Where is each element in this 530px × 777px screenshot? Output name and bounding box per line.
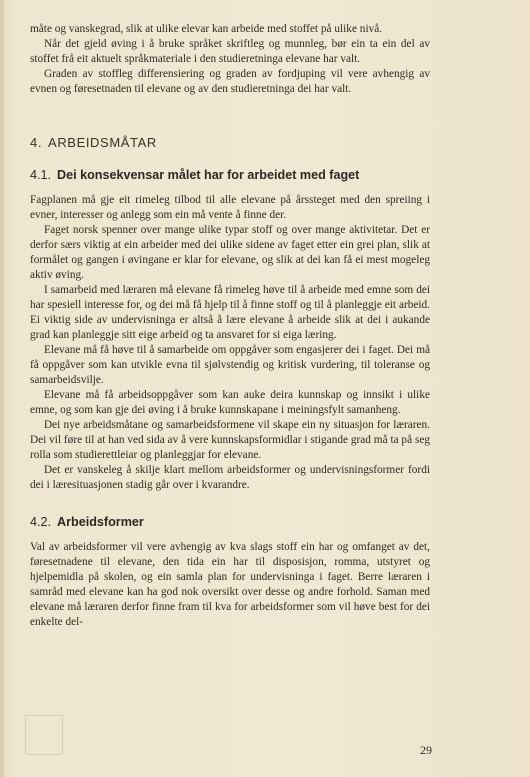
section-4-2-paragraph-1: Val av arbeidsformer vil vere avhengig av kva slags stoff ein har og omfanget av det, føresetnadene til elevane, den tida ein har til disposisjon, romma, utstyret og hjelpemidla på skolen, og ein samla plan for undervisninga i faget. Berre læraren i samråd med elevane kan ha god nok oversikt over desse og andre forhold. Saman med elevane må læraren derfor finne fram til kva for arbeidsformer som vil høve best for dei enkelte del- — [30, 541, 430, 628]
section-4-1-paragraph-5: Elevane må få arbeidsoppgåver som kan auke deira kunnskap og innsikt i ulike emne, og som kan gje dei øving i å bruke kunnskapane i meiningsfylt samanheng. — [30, 389, 430, 416]
section-4-heading — [30, 135, 430, 150]
section-4-2-title: Arbeidsformer — [57, 515, 144, 529]
section-4-1-paragraph-1: Fagplanen må gje eit rimeleg tilbod til alle elevane på årssteget med den spreiing i evner, interesser og anlegg som ein må vente å finne der. — [30, 194, 430, 221]
page-number: 29 — [420, 743, 432, 757]
section-4-1-paragraph-4: Elevane må få høve til å samarbeide om oppgåver som engasjerer dei i faget. Dei må få oppgåver som kan utvikle evna til sjølvstendig og kritisk vurdering, til toleranse og samarbeidsvilje. — [30, 344, 430, 386]
section-4-number: 4. — [30, 135, 43, 150]
page-content — [30, 22, 430, 630]
section-4-2-heading — [30, 515, 430, 529]
section-4-1-paragraph-2: Faget norsk spenner over mange ulike typar stoff og over mange aktivitetar. Det er derfor særs viktig at ein arbeider med dei ulike sidene av faget etter ein grei plan, slik at formålet og gangen i øvingane er klar for elevane, og slik at dei kan få ei mest mogeleg aktiv øving. — [30, 224, 430, 281]
section-4-title: ARBEIDSMÅTAR — [48, 135, 157, 150]
section-4-1-paragraph-3: I samarbeid med læraren må elevane få rimeleg høve til å arbeide med emne som dei har spesiell interesse for, og dei må få hjelp til å finne stoff og til å planleggje eit arbeid. Ei viktig side av undervisninga er altså å lære elevane å arbeide slik at dei i aukande grad kan planleggje sitt eige arbeid og ta ansvaret for si eiga læring. — [30, 284, 430, 341]
section-4-1-body — [30, 193, 430, 493]
page-binding-edge — [0, 0, 4, 777]
paragraph-top-2: Når det gjeld øving i å bruke språket skriftleg og munnleg, bør ein ta ein del av stoffet frå eit aktuelt språkmateriale i den studieretninga elevane har valt. — [30, 38, 430, 65]
scan-artifact-box — [25, 715, 63, 755]
section-4-1-title: Dei konsekvensar målet har for arbeidet med faget — [57, 168, 360, 182]
section-4-1-number: 4.1. — [30, 168, 52, 182]
section-4-1-paragraph-7: Det er vanskeleg å skilje klart mellom arbeidsformer og undervisningsformer fordi dei i læresituasjonen stadig går over i kvarandre. — [30, 464, 430, 491]
section-4-2-body — [30, 540, 430, 630]
paragraph-top-3: Graden av stoffleg differensiering og graden av fordjuping vil vere avhengig av evnen og føresetnaden til elevane og av den studieretninga dei har valt. — [30, 68, 430, 95]
section-4-2-number: 4.2. — [30, 515, 52, 529]
paragraph-top-1: måte og vanskegrad, slik at ulike elevar kan arbeide med stoffet på ulike nivå. — [30, 23, 383, 35]
section-4-1-paragraph-6: Dei nye arbeidsmåtane og samarbeidsformene vil skape ein ny situasjon for læraren. Dei vil føre til at han ved sida av å vere kunnskapsformidlar i stigande grad må ta på seg rolla som studierettleiar og planleggjar for elevane. — [30, 419, 430, 461]
section-4-1-heading — [30, 168, 430, 182]
